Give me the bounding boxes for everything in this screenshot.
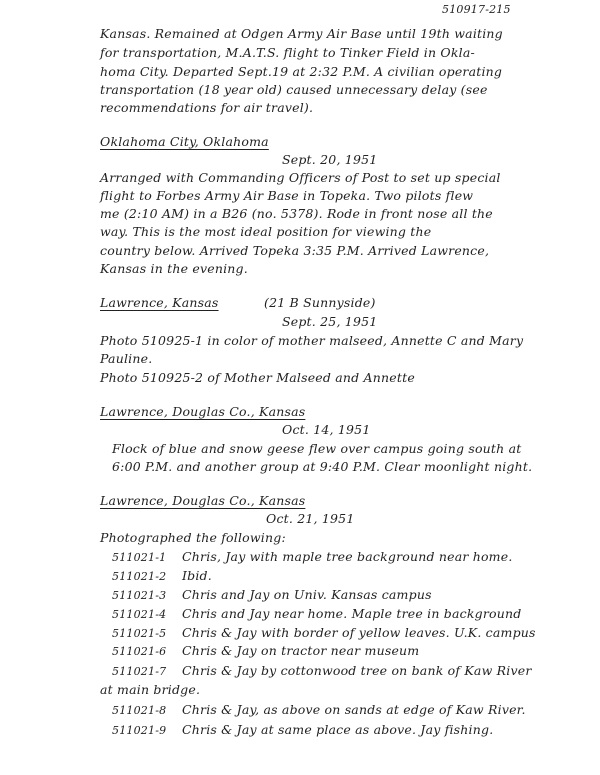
entry-line: Pauline. [100, 351, 153, 366]
intro-line: homa City. Departed Sept.19 at 2:32 P.M. A civilian operating [100, 64, 503, 79]
entry-line: Kansas in the evening. [100, 261, 248, 276]
photo-description: Chris and Jay on Univ. Kansas campus [182, 587, 432, 602]
photo-id: 511021-1 [112, 551, 167, 564]
photo-id: 511021-9 [112, 724, 167, 737]
entry-line: country below. Arrived Topeka 3:35 P.M. Arrived Lawrence, [100, 243, 490, 258]
intro-line: for transportation, M.A.T.S. flight to Tinker Field in Okla- [100, 45, 475, 60]
section-date: Oct. 14, 1951 [282, 422, 371, 437]
photo-id: 511021-8 [112, 704, 167, 717]
photo-description-continued: at main bridge. [100, 682, 201, 697]
photo-id: 511021-4 [112, 608, 167, 621]
section-place: Lawrence, Douglas Co., Kansas [100, 404, 306, 419]
photo-id: 511021-2 [112, 570, 167, 583]
section-date: Sept. 25, 1951 [282, 314, 378, 329]
photos-intro: Photographed the following: [100, 530, 286, 545]
page-id: 510917-215 [442, 3, 511, 16]
entry-line: Arranged with Commanding Officers of Post to set up special [100, 170, 501, 185]
section-place: Lawrence, Kansas [100, 295, 219, 310]
photo-id: 511021-5 [112, 627, 167, 640]
intro-line: recommendations for air travel). [100, 100, 314, 115]
entry-line: me (2:10 AM) in a B26 (no. 5378). Rode in front nose all the [100, 206, 493, 221]
section-address: (21 B Sunnyside) [264, 295, 376, 310]
photo-id: 511021-6 [112, 645, 167, 658]
intro-line: Kansas. Remained at Odgen Army Air Base until 19th waiting [100, 26, 503, 41]
entry-line: way. This is the most ideal position for viewing the [100, 224, 432, 239]
entry-line: Flock of blue and snow geese flew over campus going south at [112, 441, 522, 456]
section-date: Oct. 21, 1951 [266, 511, 355, 526]
section-place: Lawrence, Douglas Co., Kansas [100, 493, 306, 508]
photo-description: Chris & Jay, as above on sands at edge of Kaw River. [182, 702, 526, 717]
entry-line: flight to Forbes Army Air Base in Topeka. Two pilots flew [100, 188, 474, 203]
section-date: Sept. 20, 1951 [282, 152, 378, 167]
photo-description: Chris & Jay on tractor near museum [182, 643, 420, 658]
photo-description: Ibid. [182, 568, 212, 583]
photo-description: Chris & Jay by cottonwood tree on bank of Kaw River [182, 663, 532, 678]
photo-description: Chris and Jay near home. Maple tree in background [182, 606, 522, 621]
entry-line: Photo 510925-2 of Mother Malseed and Annette [100, 370, 415, 385]
intro-line: transportation (18 year old) caused unnecessary delay (see [100, 82, 488, 97]
photo-description: Chris & Jay with border of yellow leaves. U.K. campus [182, 625, 536, 640]
photo-id: 511021-3 [112, 589, 167, 602]
photo-description: Chris, Jay with maple tree background near home. [182, 549, 513, 564]
photo-id: 511021-7 [112, 665, 167, 678]
photo-description: Chris & Jay at same place as above. Jay fishing. [182, 722, 494, 737]
entry-line: Photo 510925-1 in color of mother malseed, Annette C and Mary [100, 333, 524, 348]
entry-line: 6:00 P.M. and another group at 9:40 P.M. Clear moonlight night. [112, 459, 533, 474]
section-place: Oklahoma City, Oklahoma [100, 134, 269, 149]
